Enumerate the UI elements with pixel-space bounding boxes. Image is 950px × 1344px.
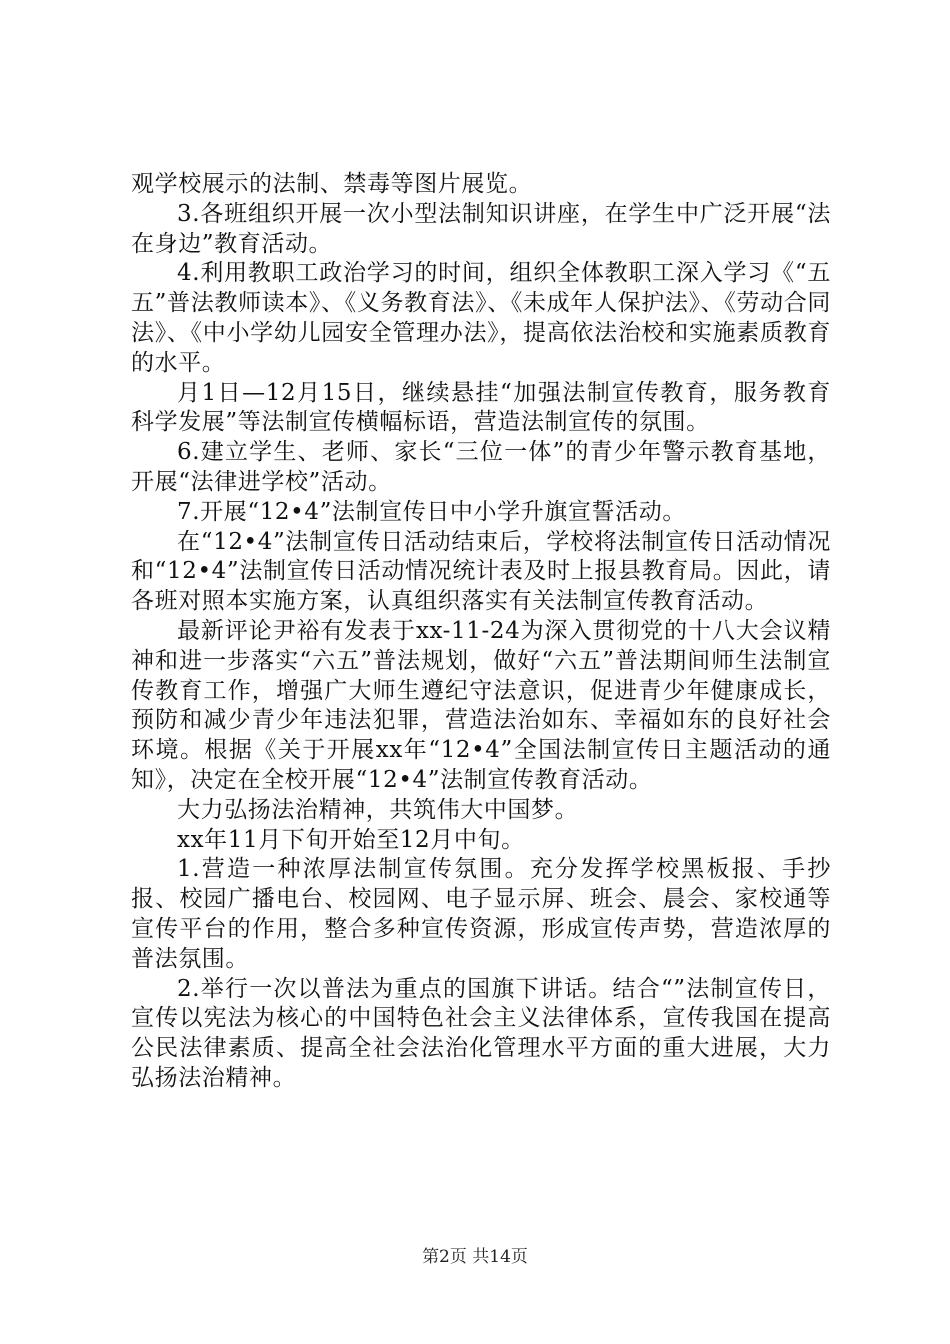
paragraph: 7.开展“12•4”法制宣传日中小学升旗宣誓活动。 — [177, 498, 686, 525]
paragraph: 2.举行一次以普法为重点的国旗下讲话。结合“”法制宣传日，宣传以宪法为核心的中国特色社会主义法律体系，宣传我国在提高公民法律素质、提高全社会法治化管理水平方面的重大进展，大力弘扬法治精神。 — [131, 975, 831, 1091]
paragraph: 3.各班组织开展一次小型法制知识讲座，在学生中广泛开展“法在身边”教育活动。 — [131, 200, 831, 257]
paragraph: 4.利用教职工政治学习的时间，组织全体教职工深入学习《“五五”普法教师读本》、《义务教育法》、《未成年人保护法》、《劳动合同法》、《中小学幼儿园安全管理办法》，提高依法治校和实施素质教育的水平。 — [131, 260, 831, 376]
page-number: 第2页 共14页 — [422, 1247, 528, 1267]
paragraph: 1.营造一种浓厚法制宣传氛围。充分发挥学校黑板报、手抄报、校园广播电台、校园网、电子显示屏、班会、晨会、家校通等宣传平台的作用，整合多种宣传资源，形成宣传声势，营造浓厚的普法氛围。 — [131, 856, 831, 972]
paragraph: 月1日—12月15日，继续悬挂“加强法制宣传教育，服务教育科学发展”等法制宣传横幅标语，营造法制宣传的氛围。 — [131, 379, 831, 436]
document-body — [131, 170, 831, 1094]
paragraph: 观学校展示的法制、禁毒等图片展览。 — [131, 171, 533, 197]
paragraph: 6.建立学生、老师、家长“三位一体”的青少年警示教育基地，开展“法律进学校”活动。 — [131, 439, 831, 495]
paragraph: 在“12•4”法制宣传日活动结束后，学校将法制宣传日活动情况和“12•4”法制宣传日活动情况统计表及时上报县教育局。因此，请各班对照本实施方案，认真组织落实有关法制宣传教育活动。 — [131, 528, 831, 615]
paragraph: xx年11月下旬开始至12月中旬。 — [177, 826, 525, 853]
paragraph: 大力弘扬法治精神，共筑伟大中国梦。 — [177, 796, 579, 823]
paragraph: 最新评论尹裕有发表于xx-11-24为深入贯彻党的十八大会议精神和进一步落实“六五”普法规划，做好“六五”普法期间师生法制宣传教育工作，增强广大师生遵纪守法意识，促进青少年健康成长，预防和减少青少年违法犯罪，营造法治如东、幸福如东的良好社会环境。根据《关于开展xx年“12•4”全国法制宣传日主题活动的通知》，决定在全校开展“12•4”法制宣传教育活动。 — [131, 617, 831, 793]
